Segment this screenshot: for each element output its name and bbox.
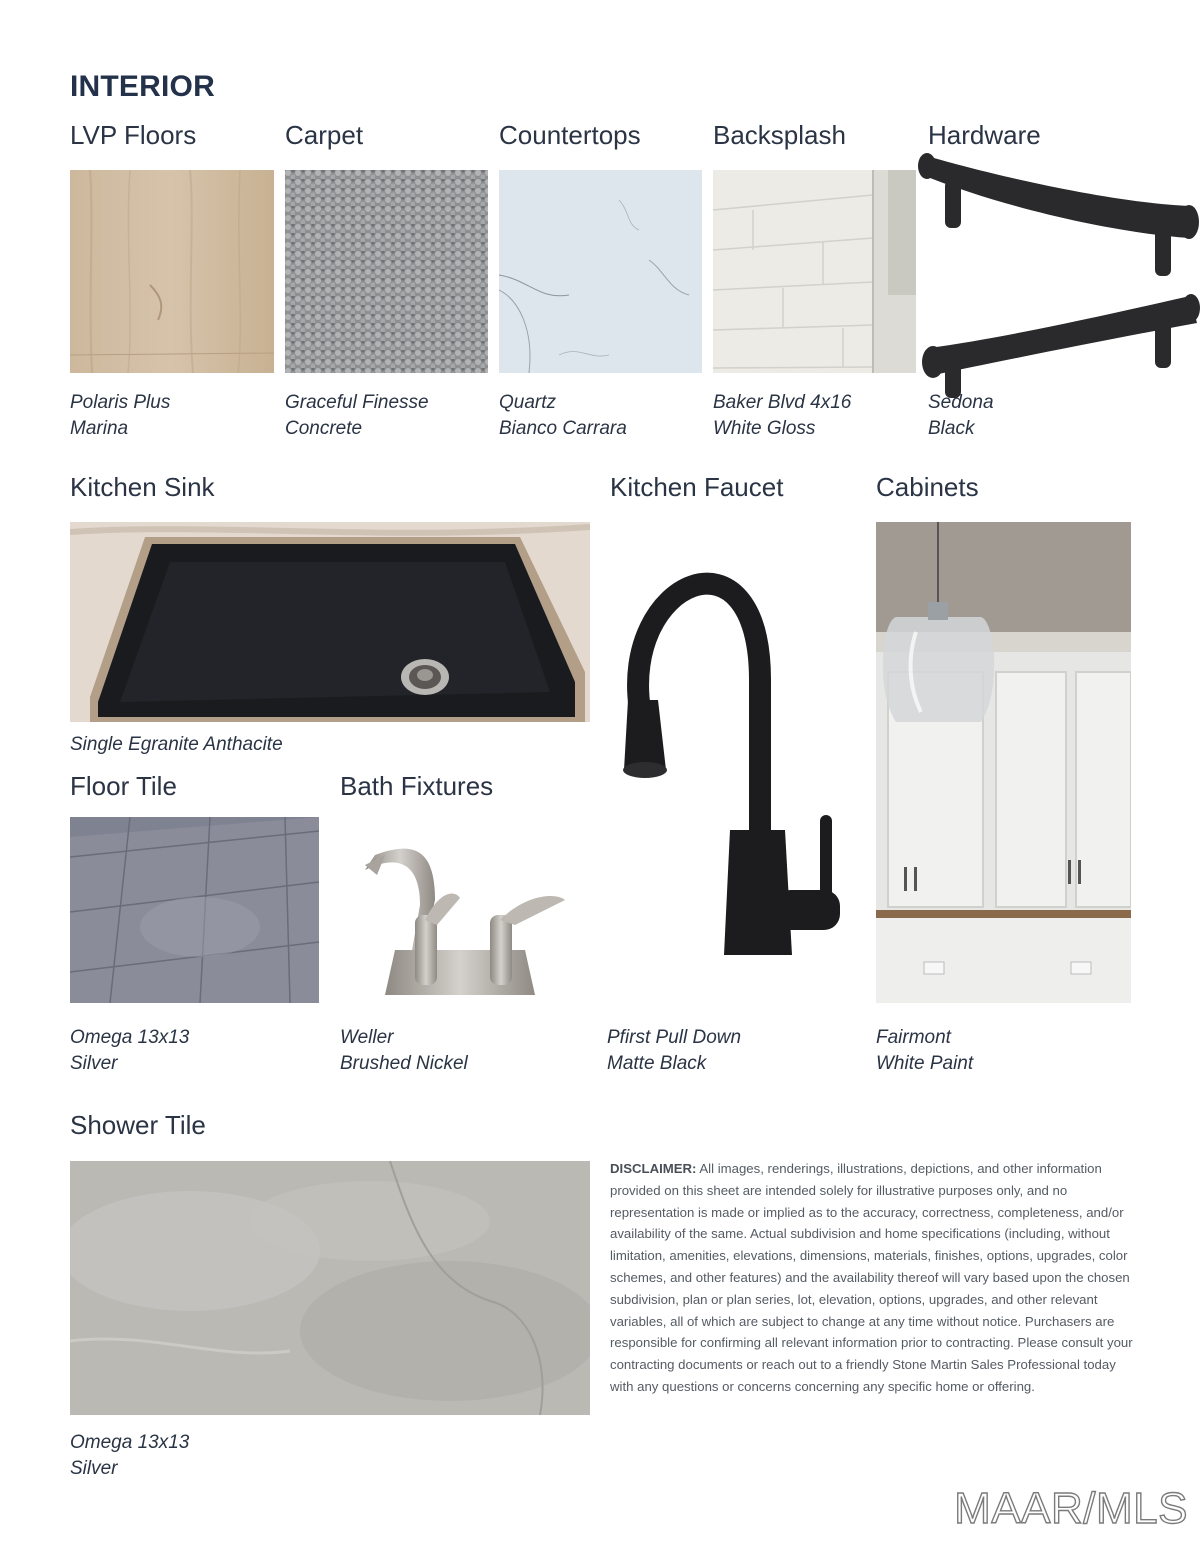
countertops-heading: Countertops xyxy=(499,120,641,150)
kitchen-sink-product: Single Egranite Anthacite xyxy=(70,734,283,755)
backsplash-heading: Backsplash xyxy=(713,120,846,150)
kitchen-faucet-caption xyxy=(607,1025,741,1077)
countertop-swatch xyxy=(499,170,702,373)
floor-tile-product: Omega 13x13 xyxy=(70,1027,190,1048)
kitchen-faucet-image xyxy=(610,540,860,980)
carpet-heading: Carpet xyxy=(285,120,364,150)
carpet-color: Concrete xyxy=(285,418,363,439)
hardware-product: Sedona xyxy=(928,392,994,413)
kitchen-sink-caption xyxy=(70,732,283,758)
bath-faucet-image xyxy=(355,820,570,1005)
cabinets-image xyxy=(876,522,1131,1003)
floor-tile-heading: Floor Tile xyxy=(70,771,177,801)
backsplash-caption xyxy=(713,390,851,442)
backsplash-color: White Gloss xyxy=(713,418,816,439)
lvp-floors-product: Polaris Plus xyxy=(70,392,171,413)
shower-tile-heading: Shower Tile xyxy=(70,1110,206,1140)
carpet-swatch xyxy=(285,170,488,373)
kitchen-sink-image xyxy=(70,522,590,722)
cabinets-heading: Cabinets xyxy=(876,472,979,502)
page-title: INTERIOR xyxy=(70,70,215,103)
hardware-color: Black xyxy=(928,418,975,439)
hardware-heading: Hardware xyxy=(928,120,1041,150)
hardware-caption xyxy=(928,390,994,442)
carpet-caption xyxy=(285,390,429,442)
disclaimer-text xyxy=(610,1158,1135,1398)
carpet-product: Graceful Finesse xyxy=(285,392,429,413)
countertops-product: Quartz xyxy=(499,392,557,413)
mls-watermark: MAAR/MLS xyxy=(954,1484,1188,1533)
kitchen-faucet-color: Matte Black xyxy=(607,1053,707,1074)
kitchen-faucet-product: Pfirst Pull Down xyxy=(607,1027,742,1048)
kitchen-sink-heading: Kitchen Sink xyxy=(70,472,215,502)
cabinets-product: Fairmont xyxy=(876,1027,951,1048)
hardware-pulls-image xyxy=(915,148,1200,398)
bath-fixtures-heading: Bath Fixtures xyxy=(340,771,494,801)
lvp-floors-caption xyxy=(70,390,170,442)
bath-fixtures-caption xyxy=(340,1025,468,1077)
shower-tile-product: Omega 13x13 xyxy=(70,1432,190,1453)
disclaimer-label: DISCLAIMER: xyxy=(610,1161,697,1176)
floor-tile-color: Silver xyxy=(70,1053,118,1074)
kitchen-faucet-heading: Kitchen Faucet xyxy=(610,472,784,502)
floor-tile-image xyxy=(70,817,319,1003)
shower-tile-color: Silver xyxy=(70,1458,118,1479)
bath-fixtures-color: Brushed Nickel xyxy=(340,1053,468,1074)
shower-tile-image xyxy=(70,1161,590,1415)
cabinets-caption xyxy=(876,1025,973,1077)
countertops-color: Bianco Carrara xyxy=(499,418,627,439)
disclaimer-body: All images, renderings, illustrations, depictions, and other information provided on this sheet are intended solely for illustrative purposes only, and no representation is made or implied as to the accuracy, correctness, completeness, and/or availability of the same. Actual subdivision and home specifications (including, without limitation, amenities, elevations, dimensions, materials, finishes, options, upgrades, color schemes, and other features) and the availability thereof will vary based upon the chosen subdivision, plan or plan series, lot, elevation, options, upgrades, and other relevant variables, all of which are subject to change at any time without notice. Purchasers are responsible for confirming all relevant information prior to contracting. Please consult your contracting documents or reach out to a friendly Stone Martin Sales Professional today with any questions or concerns concerning any specific home or offering. xyxy=(610,1161,1133,1394)
backsplash-product: Baker Blvd 4x16 xyxy=(713,392,852,413)
lvp-floors-heading: LVP Floors xyxy=(70,120,197,150)
bath-fixtures-product: Weller xyxy=(340,1027,394,1048)
lvp-floor-swatch xyxy=(70,170,274,373)
countertops-caption xyxy=(499,390,627,442)
floor-tile-caption xyxy=(70,1025,189,1077)
backsplash-swatch xyxy=(713,170,916,373)
shower-tile-caption xyxy=(70,1430,189,1482)
lvp-floors-color: Marina xyxy=(70,418,129,439)
cabinets-color: White Paint xyxy=(876,1053,974,1074)
